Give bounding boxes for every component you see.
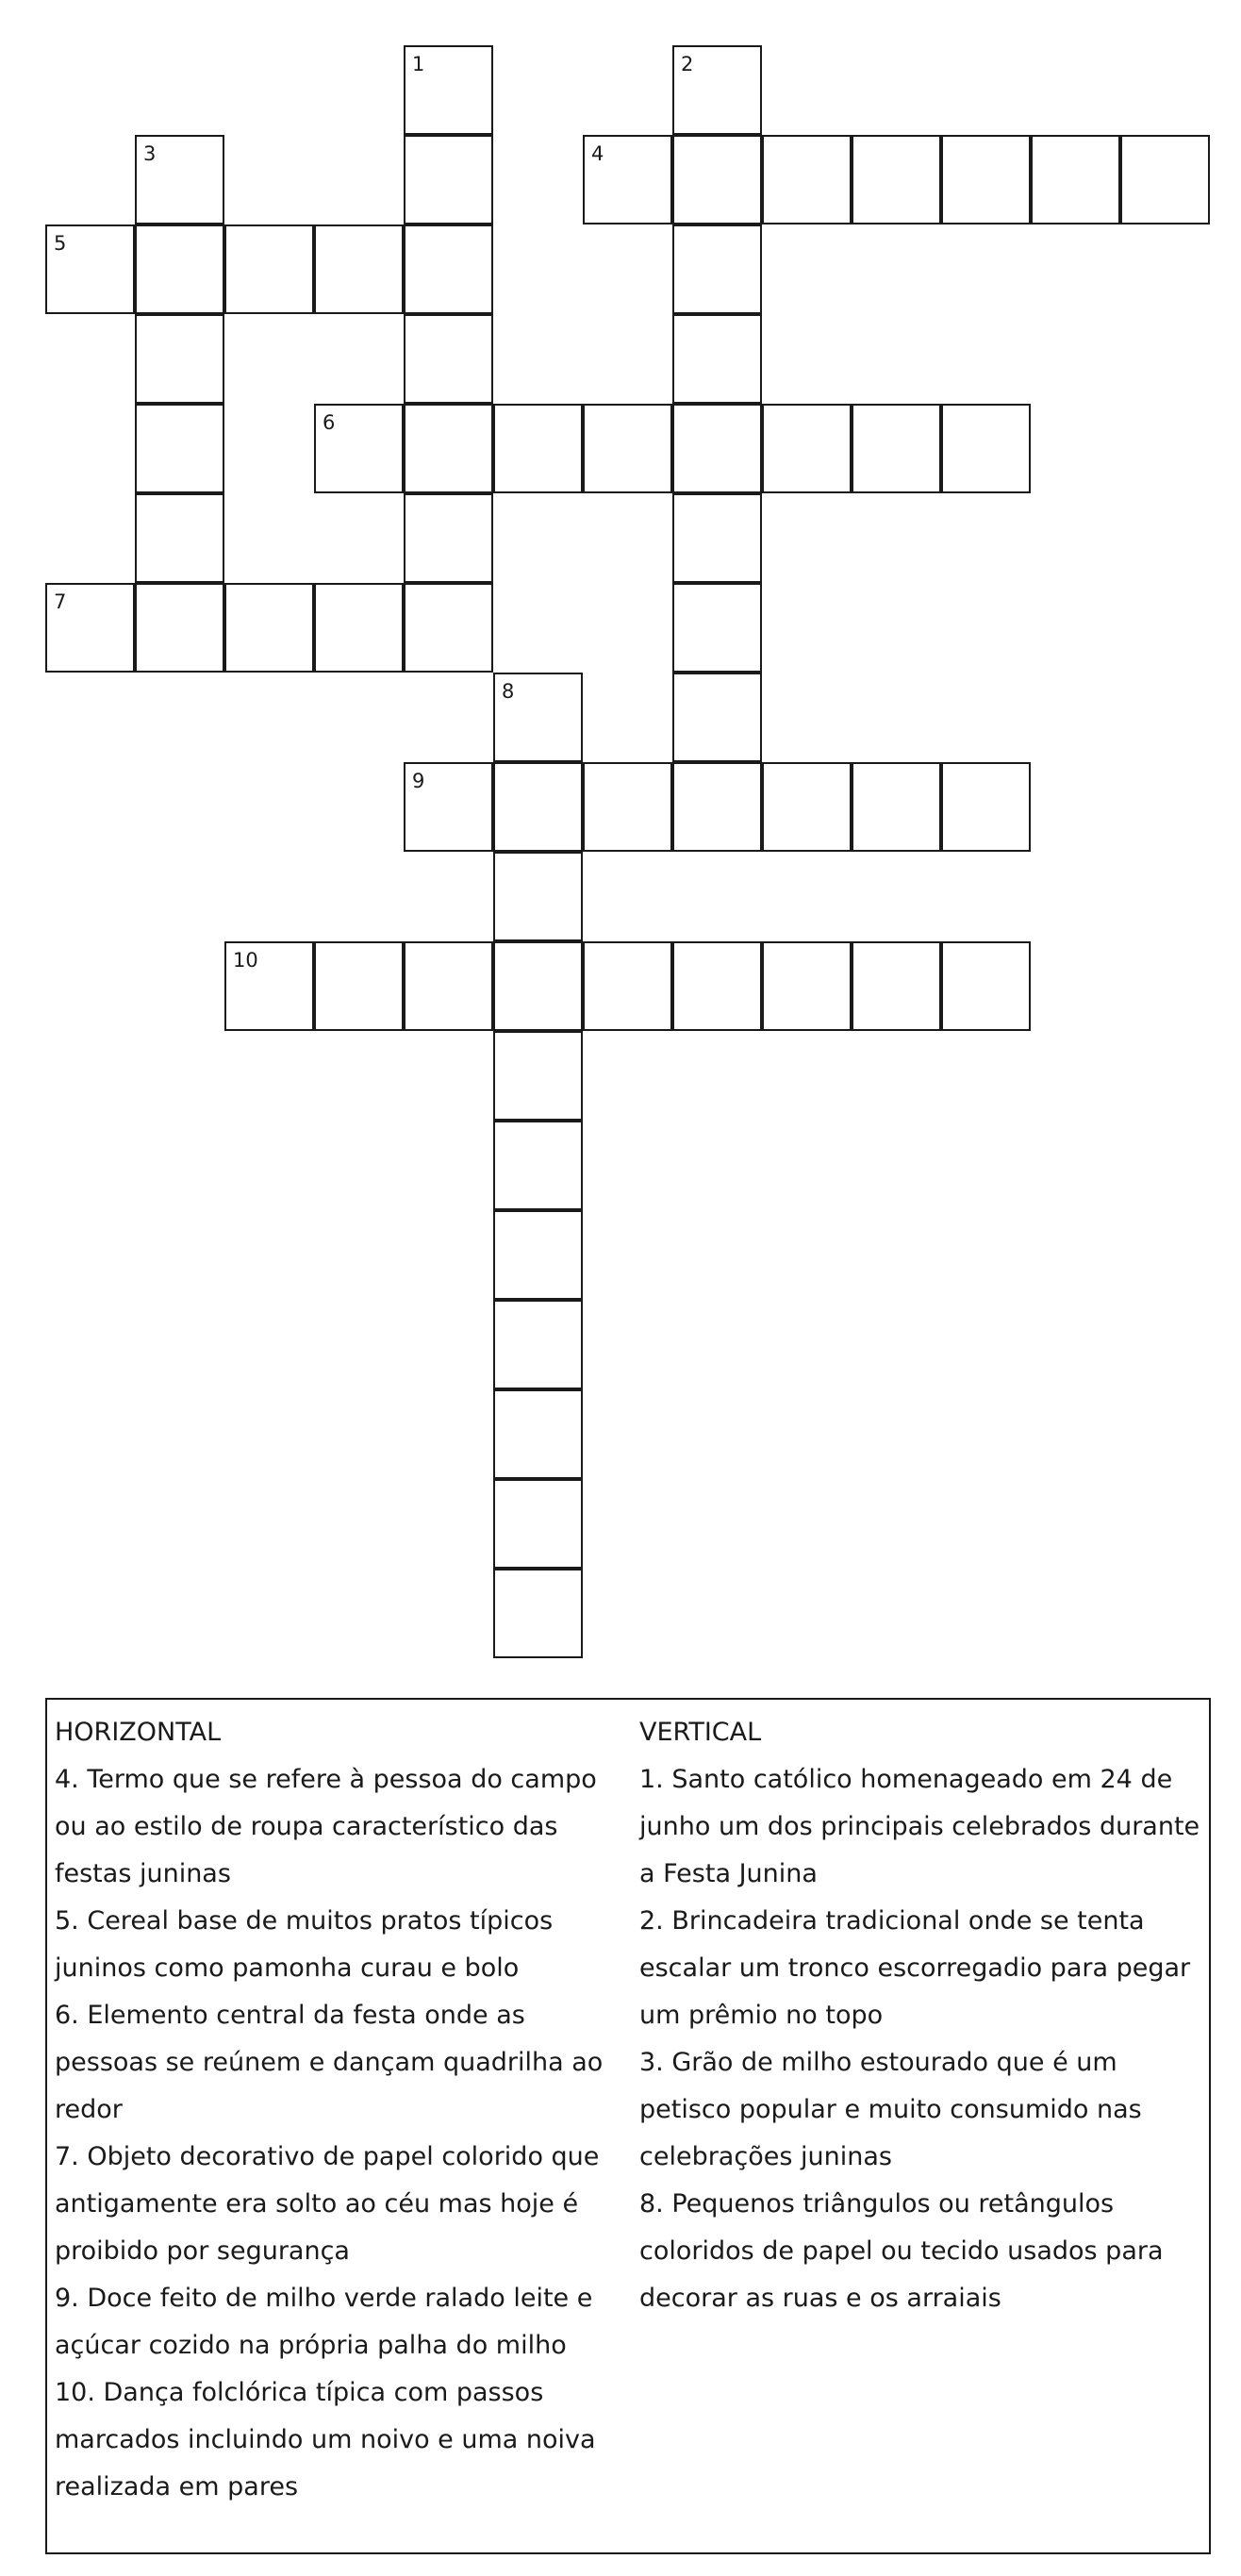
crossword-cell[interactable] (672, 673, 762, 762)
crossword-cell[interactable] (852, 762, 941, 852)
crossword-cell[interactable] (493, 762, 583, 852)
crossword-cell[interactable] (135, 404, 224, 493)
crossword-cell-2[interactable] (672, 45, 762, 135)
crossword-cell[interactable] (762, 762, 852, 852)
crossword-cell-4[interactable] (583, 135, 672, 224)
clue-line: juninos como pamonha curau e bolo (55, 1953, 520, 1983)
clue-line: petisco popular e muito consumido nas (639, 2095, 1142, 2124)
crossword-cell[interactable] (583, 762, 672, 852)
crossword-cell-3[interactable] (135, 135, 224, 224)
clue-line: açúcar cozido na própria palha do milho (55, 2331, 567, 2360)
clue-line: realizada em pares (55, 2472, 299, 2501)
crossword-cell[interactable] (404, 314, 493, 404)
clue-line: um prêmio no topo (639, 2001, 884, 2030)
clue-line: 4. Termo que se refere à pessoa do campo (55, 1765, 597, 1794)
clue-line: 2. Brincadeira tradicional onde se tenta (639, 1906, 1145, 1936)
crossword-cell[interactable] (941, 404, 1031, 493)
crossword-cell[interactable] (762, 135, 852, 224)
crossword-cell-7[interactable] (45, 583, 135, 673)
crossword-cell[interactable] (493, 1300, 583, 1389)
crossword-cell[interactable] (672, 404, 762, 493)
crossword-cell[interactable] (314, 583, 404, 673)
clue-line: a Festa Junina (639, 1859, 818, 1888)
clue-line: 6. Elemento central da festa onde as (55, 2001, 525, 2030)
clue-line: decorar as ruas e os arraiais (639, 2284, 1001, 2313)
vertical-header: VERTICAL (639, 1718, 762, 1747)
crossword-cell[interactable] (672, 941, 762, 1031)
crossword-cell[interactable] (672, 135, 762, 224)
crossword-cell[interactable] (314, 941, 404, 1031)
crossword-cell[interactable] (224, 224, 314, 314)
crossword-cell[interactable] (852, 941, 941, 1031)
clue-line: junho um dos principais celebrados durante (639, 1812, 1200, 1841)
crossword-cell-8[interactable] (493, 673, 583, 762)
crossword-cell[interactable] (583, 404, 672, 493)
clue-number: 3 (143, 142, 157, 165)
crossword-cell[interactable] (404, 493, 493, 583)
crossword-cell[interactable] (493, 1479, 583, 1569)
crossword-cell[interactable] (852, 135, 941, 224)
clue-number: 5 (54, 232, 67, 255)
crossword-cell[interactable] (493, 1389, 583, 1479)
clues-box (45, 1698, 1211, 2554)
clue-line: pessoas se reúnem e dançam quadrilha ao (55, 2048, 604, 2077)
clue-line: celebrações juninas (639, 2142, 892, 2171)
crossword-cell[interactable] (404, 941, 493, 1031)
crossword-cell[interactable] (762, 941, 852, 1031)
clue-number: 1 (412, 53, 425, 75)
clue-number: 10 (233, 949, 258, 972)
horizontal-header: HORIZONTAL (55, 1718, 222, 1747)
crossword-cell[interactable] (1031, 135, 1120, 224)
clue-line: 10. Dança folclórica típica com passos (55, 2378, 544, 2407)
crossword-cell[interactable] (672, 583, 762, 673)
clue-number: 8 (502, 680, 515, 703)
crossword-cell[interactable] (852, 404, 941, 493)
clue-line: 9. Doce feito de milho verde ralado leite e (55, 2284, 593, 2313)
crossword-cell[interactable] (583, 941, 672, 1031)
crossword-cell[interactable] (493, 1210, 583, 1300)
clue-line: 5. Cereal base de muitos pratos típicos (55, 1906, 554, 1936)
crossword-cell[interactable] (672, 314, 762, 404)
crossword-cell-10[interactable] (224, 941, 314, 1031)
crossword-cell[interactable] (493, 852, 583, 941)
clue-line: 3. Grão de milho estourado que é um (639, 2048, 1117, 2077)
crossword-cell[interactable] (493, 941, 583, 1031)
clue-line: marcados incluindo um noivo e uma noiva (55, 2425, 596, 2454)
crossword-cell[interactable] (135, 493, 224, 583)
crossword-cell-9[interactable] (404, 762, 493, 852)
clue-number: 2 (681, 53, 694, 75)
clue-line: coloridos de papel ou tecido usados para (639, 2236, 1164, 2266)
clue-number: 9 (412, 770, 425, 792)
crossword-cell[interactable] (941, 941, 1031, 1031)
crossword-cell[interactable] (404, 404, 493, 493)
crossword-cell[interactable] (672, 224, 762, 314)
clue-line: escalar um tronco escorregadio para pegar (639, 1953, 1191, 1983)
crossword-cell-5[interactable] (45, 224, 135, 314)
crossword-cell[interactable] (493, 1569, 583, 1658)
crossword-cell[interactable] (135, 224, 224, 314)
clue-line: 7. Objeto decorativo de papel colorido que (55, 2142, 600, 2171)
clue-number: 6 (323, 411, 336, 434)
horizontal-clues (55, 1709, 630, 2511)
clue-number: 7 (54, 590, 67, 613)
crossword-cell[interactable] (135, 583, 224, 673)
crossword-cell[interactable] (404, 135, 493, 224)
crossword-cell[interactable] (404, 224, 493, 314)
clue-line: antigamente era solto ao céu mas hoje é (55, 2189, 579, 2219)
crossword-cell[interactable] (672, 493, 762, 583)
vertical-clues (639, 1709, 1205, 2322)
crossword-cell[interactable] (493, 1031, 583, 1121)
crossword-cell-1[interactable] (404, 45, 493, 135)
crossword-cell[interactable] (493, 404, 583, 493)
crossword-cell[interactable] (762, 404, 852, 493)
crossword-cell[interactable] (493, 1121, 583, 1210)
crossword-cell[interactable] (1120, 135, 1210, 224)
crossword-cell[interactable] (672, 762, 762, 852)
clue-line: proibido por segurança (55, 2236, 350, 2266)
crossword-cell[interactable] (941, 762, 1031, 852)
crossword-cell[interactable] (404, 583, 493, 673)
clue-line: festas juninas (55, 1859, 231, 1888)
clue-line: 8. Pequenos triângulos ou retângulos (639, 2189, 1115, 2219)
clue-line: ou ao estilo de roupa característico das (55, 1812, 558, 1841)
crossword-cell-6[interactable] (314, 404, 404, 493)
crossword-cell[interactable] (314, 224, 404, 314)
clue-line: 1. Santo católico homenageado em 24 de (639, 1765, 1173, 1794)
crossword-cell[interactable] (941, 135, 1031, 224)
crossword-cell[interactable] (224, 583, 314, 673)
crossword-cell[interactable] (135, 314, 224, 404)
clue-line: redor (55, 2095, 123, 2124)
clue-number: 4 (591, 142, 604, 165)
